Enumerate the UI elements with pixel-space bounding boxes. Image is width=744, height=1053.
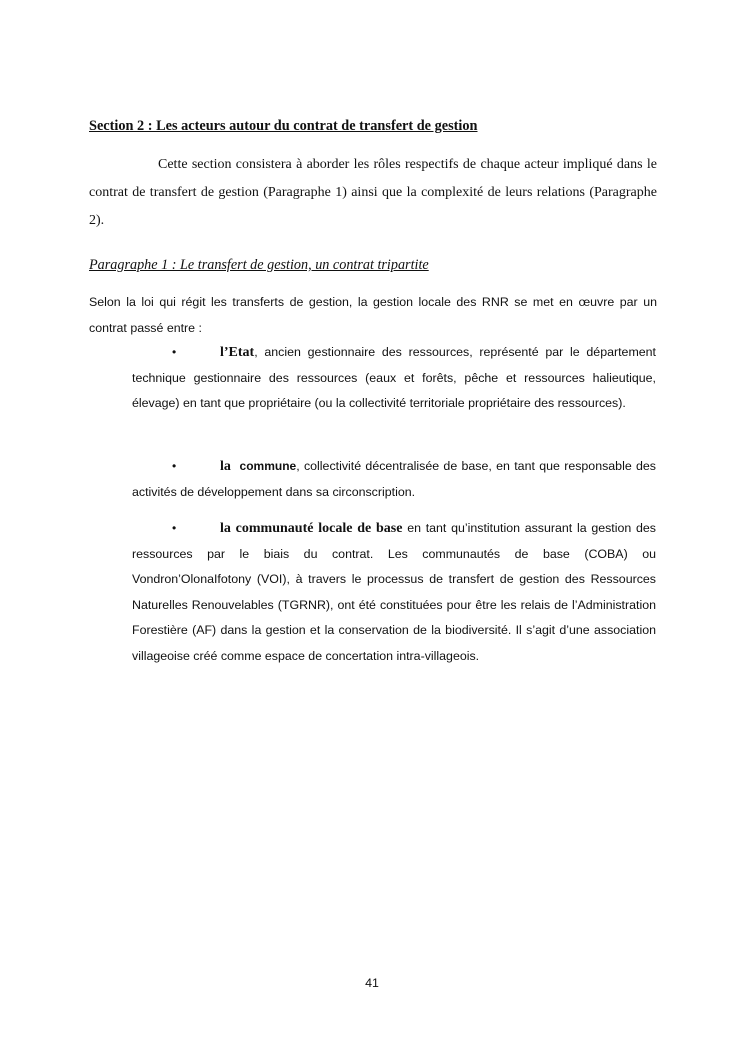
list-item-etat: [132, 340, 656, 417]
item-term-extra: commune: [239, 459, 297, 473]
item-text: , collectivité décentralisée de base, en tant que responsable des activités de développement dans sa circonscription.: [132, 459, 656, 499]
bullet-icon: •: [172, 521, 177, 535]
page-number: 41: [365, 976, 379, 990]
bullet-icon: •: [172, 459, 177, 473]
section-title: Section 2 : Les acteurs autour du contrat de transfert de gestion: [89, 118, 478, 134]
item-text: en tant qu’institution assurant la gestion des ressources par le biais du contrat. Les communautés de base (COBA) ou Vondron’OlonaIfotony (VOI), à travers le processus de transfert de gestion des Ressources Naturelles Renouvelables (TGRNR), ont été constituées pour être les relais de l’Administration Forestière (AF) dans la gestion et la conservation de la biodiversité. Il s’agit d’une association villageoise créé comme espace de concertation intra-villageois.: [132, 521, 656, 663]
paragraph-title: Paragraphe 1 : Le transfert de gestion, un contrat tripartite: [89, 257, 429, 273]
list-item-communaute: [132, 516, 656, 669]
bullet-icon: •: [172, 345, 177, 359]
item-term: la: [220, 459, 231, 474]
paragraph-lead: Selon la loi qui régit les transferts de gestion, la gestion locale des RNR se met en œuvre par un contrat passé entre :: [89, 295, 657, 335]
item-term: l’Etat: [220, 345, 255, 360]
section-intro: Cette section consistera à aborder les rôles respectifs de chaque acteur impliqué dans le contrat de transfert de gestion (Paragraphe 1) ainsi que la complexité de leurs relations (Paragraphe 2).: [89, 157, 657, 228]
item-term: la communauté locale de base: [220, 521, 403, 536]
item-text: , ancien gestionnaire des ressources, représenté par le département technique gestionnaire des ressources (eaux et forêts, pêche et ressources halieutique, élevage) en tant que propriétaire (ou la collectivité territoriale propriétaire des ressources).: [132, 345, 656, 410]
list-item-commune: [132, 454, 656, 505]
